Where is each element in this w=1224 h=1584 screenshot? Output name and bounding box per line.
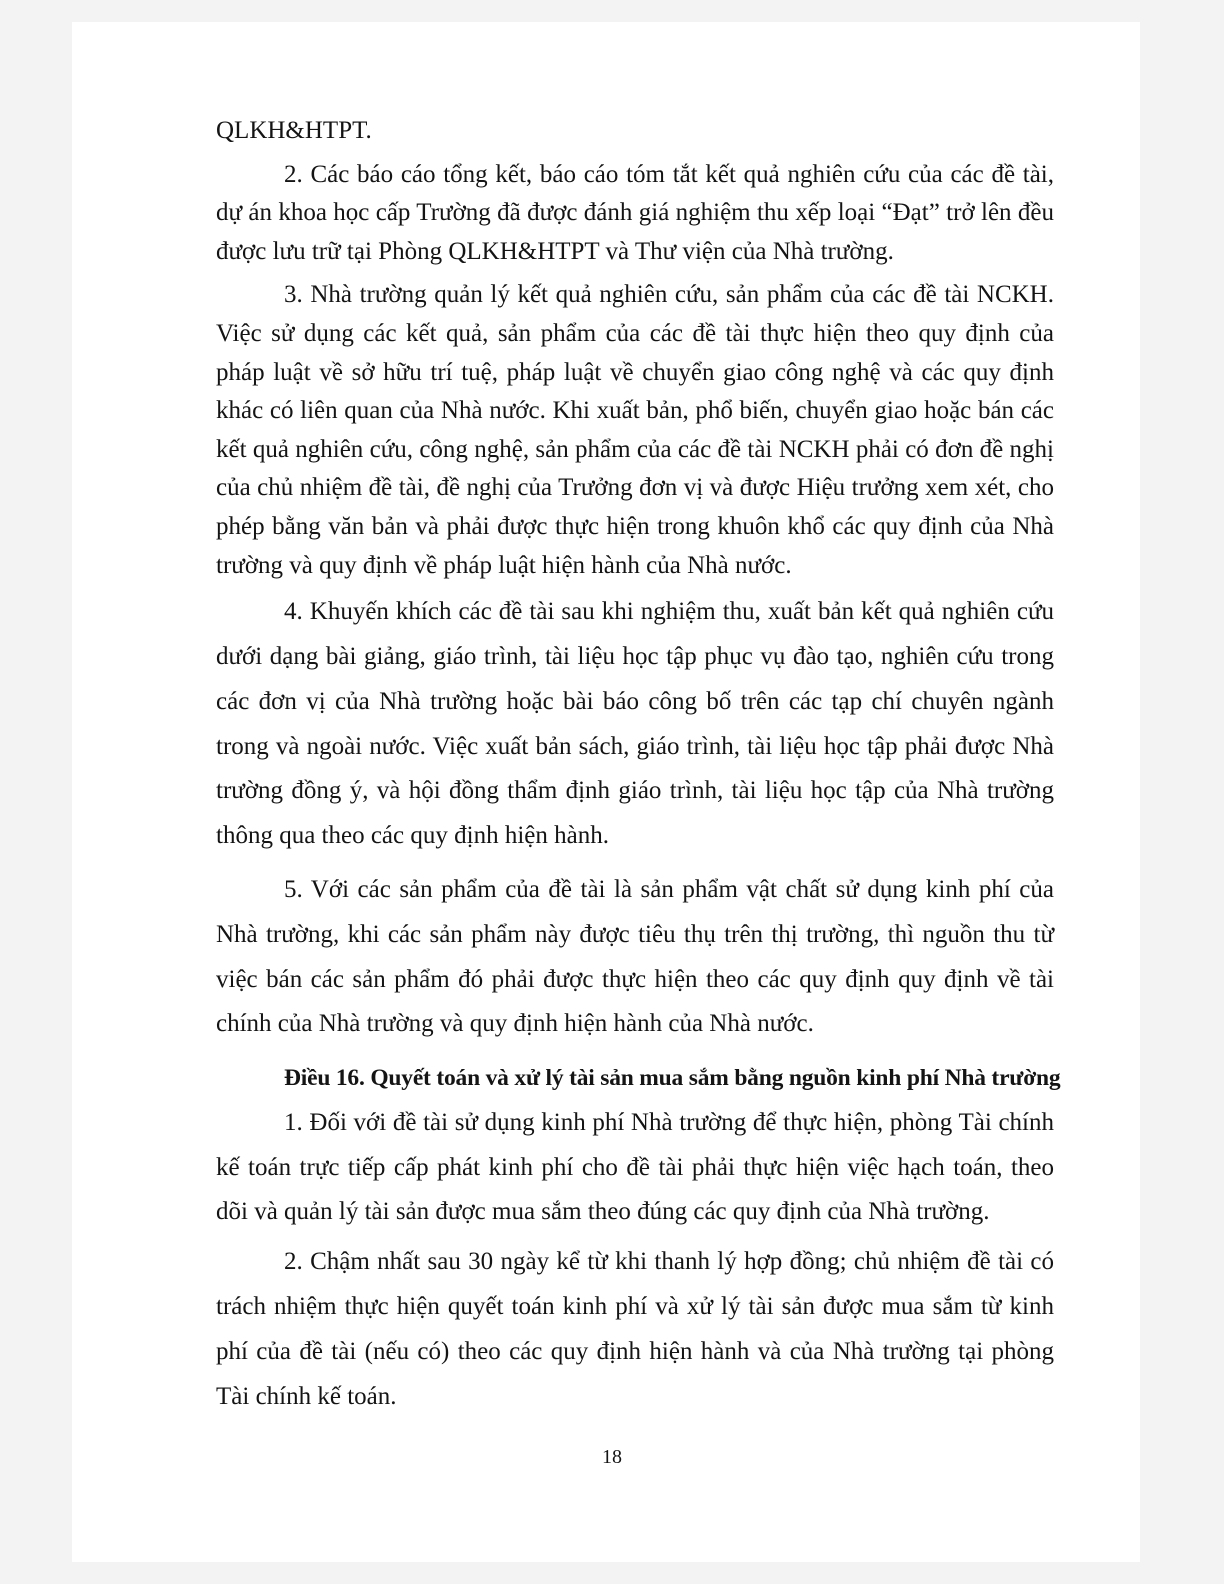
article-paragraph-1: 1. Đối với đề tài sử dụng kinh phí Nhà trường để thực hiện, phòng Tài chính kế toán trực tiếp cấp phát kinh phí cho đề tài phải thực hiện việc hạch toán, theo dõi và quản lý tài sản được mua sắm theo đúng các quy định của Nhà trường. bbox=[216, 1108, 1054, 1226]
document-body bbox=[216, 112, 1061, 1419]
paragraph-item-5: 5. Với các sản phẩm của đề tài là sản phẩm vật chất sử dụng kinh phí của Nhà trường, khi các sản phẩm này được tiêu thụ trên thị trường, thì nguồn thu từ việc bán các sản phẩm đó phải được thực hiện theo các quy định quy định về tài chính của Nhà trường và quy định hiện hành của Nhà nước. bbox=[216, 875, 1054, 1038]
paragraph-item-2: 2. Các báo cáo tổng kết, báo cáo tóm tắt kết quả nghiên cứu của các đề tài, dự án khoa học cấp Trường đã được đánh giá nghiệm thu xếp loại “Đạt” trở lên đều được lưu trữ tại Phòng QLKH&HTPT và Thư viện của Nhà trường. bbox=[216, 160, 1054, 265]
paragraph-continuation: QLKH&HTPT. bbox=[216, 117, 372, 144]
paragraph-item-3: 3. Nhà trường quản lý kết quả nghiên cứu, sản phẩm của các đề tài NCKH. Việc sử dụng các kết quả, sản phẩm của các đề tài thực hiện theo quy định của pháp luật về sở hữu trí tuệ, pháp luật về chuyển giao công nghệ và các quy định khác có liên quan của Nhà nước. Khi xuất bản, phổ biến, chuyển giao hoặc bán các kết quả nghiên cứu, công nghệ, sản phẩm của các đề tài NCKH phải có đơn đề nghị của chủ nhiệm đề tài, đề nghị của Trưởng đơn vị và được Hiệu trưởng xem xét, cho phép bằng văn bản và phải được thực hiện trong khuôn khổ các quy định của Nhà trường và quy định về pháp luật hiện hành của Nhà nước. bbox=[216, 281, 1054, 579]
article-paragraph-2: 2. Chậm nhất sau 30 ngày kể từ khi thanh lý hợp đồng; chủ nhiệm đề tài có trách nhiệm thực hiện quyết toán kinh phí và xử lý tài sản được mua sắm từ kinh phí của đề tài (nếu có) theo các quy định hiện hành và của Nhà trường tại phòng Tài chính kế toán. bbox=[216, 1248, 1054, 1410]
paragraph-item-4: 4. Khuyến khích các đề tài sau khi nghiệm thu, xuất bản kết quả nghiên cứu dưới dạng bài giảng, giáo trình, tài liệu học tập phục vụ đào tạo, nghiên cứu trong các đơn vị của Nhà trường hoặc bài báo công bố trên các tạp chí chuyên ngành trong và ngoài nước. Việc xuất bản sách, giáo trình, tài liệu học tập phải được Nhà trường đồng ý, và hội đồng thẩm định giáo trình, tài liệu học tập của Nhà trường thông qua theo các quy định hiện hành. bbox=[216, 598, 1054, 850]
article-heading: Điều 16. Quyết toán và xử lý tài sản mua sắm bằng nguồn kinh phí Nhà trường bbox=[284, 1065, 1061, 1092]
page-number: 18 bbox=[602, 1446, 622, 1468]
